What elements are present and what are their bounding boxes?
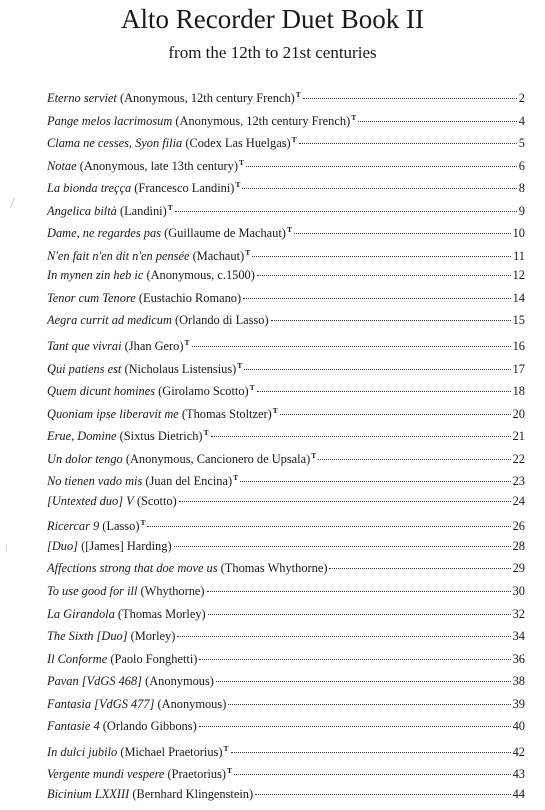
- toc-entry: [47, 357, 525, 380]
- composer-info: (Lasso): [99, 519, 140, 534]
- composer-info: (Codex Las Huelgas): [182, 136, 291, 151]
- dot-leader: [255, 794, 510, 795]
- dot-leader: [243, 298, 511, 299]
- page-number: 38: [512, 674, 525, 689]
- toc-entry: [47, 785, 525, 808]
- toc-entry-text: [47, 537, 172, 555]
- toc-entry-text: [47, 266, 255, 284]
- piece-title: Qui patiens est: [47, 361, 122, 376]
- dot-leader: [329, 568, 510, 569]
- toc-entry-text: [47, 311, 269, 329]
- transcription-mark: T: [237, 360, 243, 370]
- toc-entry: [47, 605, 525, 628]
- transcription-mark: T: [272, 405, 278, 415]
- dot-leader: [244, 369, 510, 370]
- page-number: 26: [512, 519, 525, 534]
- transcription-mark: T: [235, 180, 241, 190]
- piece-title: Aegra currit ad medicum: [47, 313, 172, 328]
- toc-entry-text: [47, 109, 356, 130]
- toc-entry-text: [47, 176, 240, 197]
- transcription-mark: T: [140, 518, 146, 528]
- piece-title: Eterno serviet: [47, 91, 117, 105]
- dot-leader: [303, 98, 517, 99]
- page-number: 4: [518, 113, 525, 128]
- composer-info: (Anonymous, c.1500): [143, 268, 255, 283]
- composer-info: (Thomas Morley): [114, 606, 206, 621]
- page-number: 14: [512, 290, 525, 305]
- toc-entry-text: [47, 402, 278, 423]
- toc-entry-text: [47, 785, 253, 803]
- toc-entry: [47, 379, 525, 402]
- transcription-mark: T: [291, 135, 297, 145]
- toc-entry-text: [47, 762, 232, 783]
- piece-title: Clama ne cesses, Syon filia: [47, 136, 183, 151]
- toc-entry: [47, 672, 525, 695]
- dot-leader: [252, 256, 511, 257]
- toc-entry-text: [47, 199, 173, 220]
- piece-title: Fantasia [VdGS 477]: [47, 696, 155, 711]
- piece-title: Tant que vivrai: [47, 339, 122, 354]
- margin-mark: [6, 545, 7, 552]
- toc-entry: [47, 717, 525, 740]
- toc-entry: [47, 109, 525, 132]
- composer-info: (Jhan Gero): [121, 339, 184, 354]
- toc-entry: [47, 537, 525, 560]
- dot-leader: [280, 414, 511, 415]
- piece-title: [Untexted duo] V: [47, 493, 134, 508]
- transcription-mark: T: [295, 90, 301, 99]
- dot-leader: [216, 681, 511, 682]
- page-number: 11: [513, 248, 525, 263]
- composer-info: ([James] Harding): [77, 538, 172, 553]
- toc-entry-text: [47, 86, 301, 107]
- transcription-mark: T: [203, 428, 209, 438]
- composer-info: (Nicholaus Listensius): [121, 361, 237, 376]
- toc-entry-text: [47, 605, 206, 623]
- piece-title: Vergente mundi vespere: [47, 767, 165, 782]
- dot-leader: [358, 121, 517, 122]
- page-number: 34: [512, 629, 525, 644]
- transcription-mark: T: [249, 383, 255, 393]
- piece-title: Erue, Domine: [47, 429, 117, 444]
- transcription-mark: T: [286, 225, 292, 235]
- piece-title: Il Conforme: [47, 651, 108, 666]
- toc-entry-text: [47, 357, 242, 378]
- dot-leader: [299, 143, 517, 144]
- table-of-contents: [47, 86, 525, 808]
- piece-title: [Duo]: [47, 538, 78, 553]
- transcription-mark: T: [227, 766, 233, 776]
- toc-entry: [47, 447, 525, 470]
- transcription-mark: T: [233, 473, 239, 483]
- toc-entry: [47, 176, 525, 199]
- dot-leader: [211, 436, 511, 437]
- composer-info: (Morley): [127, 629, 176, 644]
- composer-info: (Anonymous, 12th century French): [116, 91, 295, 105]
- page-number: 43: [512, 767, 525, 782]
- toc-entry-text: [47, 334, 190, 355]
- composer-info: (Eustachio Romano): [135, 290, 242, 305]
- transcription-mark: T: [245, 247, 251, 257]
- toc-entry: [47, 469, 525, 492]
- piece-title: Tenor cum Tenore: [47, 290, 136, 305]
- composer-info: (Praetorius): [164, 767, 227, 782]
- piece-title: Notae: [47, 158, 77, 173]
- toc-entry: [47, 762, 525, 785]
- dot-leader: [257, 391, 511, 392]
- dot-leader: [207, 591, 511, 592]
- piece-title: Bicinium LXXIII: [47, 786, 130, 801]
- dot-leader: [175, 211, 517, 212]
- page-number: 12: [512, 268, 525, 283]
- piece-title: Pavan [VdGS 468]: [47, 674, 142, 689]
- dot-leader: [318, 459, 510, 460]
- page-subtitle: from the 12th to 21st centuries: [168, 43, 377, 62]
- toc-entry-text: [47, 244, 250, 265]
- composer-info: (Sixtus Dietrich): [116, 429, 203, 444]
- piece-title: Quoniam ipse liberavit me: [47, 406, 179, 421]
- toc-entry-text: [47, 289, 241, 307]
- page-number: 15: [512, 313, 525, 328]
- piece-title: Pange melos lacrimosum: [47, 113, 173, 128]
- piece-title: In dulci jubilo: [47, 744, 118, 759]
- piece-title: Affections strong that doe move us: [47, 561, 218, 576]
- toc-entry: [47, 492, 525, 515]
- toc-entry-text: [47, 469, 238, 490]
- piece-title: Fantasie 4: [47, 719, 100, 734]
- composer-info: (Bernhard Klingenstein): [129, 786, 254, 801]
- transcription-mark: T: [311, 450, 317, 460]
- page-title: Alto Recorder Duet Book II: [121, 4, 424, 34]
- toc-entry-text: [47, 650, 197, 668]
- page-number: 29: [512, 561, 525, 576]
- page-number: 5: [518, 136, 525, 151]
- dot-leader: [174, 546, 511, 547]
- toc-entry-text: [47, 627, 175, 645]
- dot-leader: [231, 752, 511, 753]
- margin-mark: [10, 197, 15, 208]
- dot-leader: [177, 636, 510, 637]
- composer-info: (Girolamo Scotto): [155, 384, 249, 399]
- piece-title: Ricercar 9: [47, 519, 100, 534]
- composer-info: (Anonymous): [154, 696, 227, 711]
- toc-entry: [47, 740, 525, 763]
- dot-leader: [228, 704, 510, 705]
- toc-entry: [47, 131, 525, 154]
- toc-entry-text: [47, 221, 292, 242]
- page-number: 42: [512, 744, 525, 759]
- dot-leader: [234, 774, 511, 775]
- composer-info: (Paolo Fonghetti): [107, 651, 198, 666]
- toc-entry-text: [47, 559, 327, 577]
- toc-entry-text: [47, 379, 255, 400]
- composer-info: (Whythorne): [137, 584, 205, 599]
- piece-title: No tienen vado mis: [47, 474, 143, 489]
- page-number: 28: [512, 538, 525, 553]
- toc-entry-text: [47, 672, 214, 690]
- piece-title: Quem dicunt homines: [47, 384, 156, 399]
- toc-entry: [47, 154, 525, 177]
- page-number: 36: [512, 651, 525, 666]
- toc-entry: [47, 311, 525, 334]
- toc-entry-text: [47, 582, 205, 600]
- page-number: 44: [512, 786, 525, 801]
- composer-info: (Thomas Stoltzer): [178, 406, 272, 421]
- composer-info: (Landini): [116, 203, 167, 218]
- piece-title: Angelica biltà: [47, 203, 117, 218]
- toc-entry: [47, 289, 525, 312]
- dot-leader: [257, 275, 511, 276]
- transcription-mark: T: [167, 202, 173, 212]
- piece-title: La Girandola: [47, 606, 115, 621]
- piece-title: The Sixth [Duo]: [47, 629, 128, 644]
- toc-entry-text: [47, 447, 316, 468]
- transcription-mark: T: [184, 338, 190, 348]
- toc-entry: [47, 221, 525, 244]
- dot-leader: [199, 659, 510, 660]
- page-number: 21: [512, 429, 525, 444]
- toc-entry: [47, 424, 525, 447]
- piece-title: N'en fait n'en dit n'en pensée: [47, 248, 190, 263]
- toc-entry: [47, 86, 525, 109]
- piece-title: La bionda treçça: [47, 181, 132, 196]
- composer-info: (Juan del Encina): [142, 474, 233, 489]
- composer-info: (Anonymous, late 13th century): [76, 158, 238, 173]
- toc-entry-text: [47, 131, 297, 152]
- composer-info: (Thomas Whythorne): [217, 561, 328, 576]
- piece-title: Un dolor tengo: [47, 451, 123, 466]
- composer-info: (Scotto): [133, 493, 177, 508]
- page-number: 30: [512, 584, 525, 599]
- toc-entry-text: [47, 424, 209, 445]
- page-number: 24: [512, 493, 525, 508]
- page-number: 9: [518, 203, 525, 218]
- toc-entry-text: [47, 740, 229, 761]
- dot-leader: [271, 320, 511, 321]
- page-number: 23: [512, 474, 525, 489]
- composer-info: (Michael Praetorius): [117, 744, 223, 759]
- toc-entry: [47, 199, 525, 222]
- dot-leader: [242, 188, 516, 189]
- composer-info: (Francesco Landini): [131, 181, 235, 196]
- composer-info: (Machaut): [189, 248, 245, 263]
- toc-entry-text: [47, 514, 145, 535]
- dot-leader: [208, 614, 511, 615]
- composer-info: (Orlando di Lasso): [171, 313, 269, 328]
- dot-leader: [294, 233, 511, 234]
- page-number: 20: [512, 406, 525, 421]
- page-number: 39: [512, 696, 525, 711]
- toc-entry: [47, 559, 525, 582]
- piece-title: Dame, ne regardes pas: [47, 226, 162, 241]
- toc-entry: [47, 514, 525, 537]
- transcription-mark: T: [351, 112, 357, 122]
- page-number: 8: [518, 181, 525, 196]
- piece-title: To use good for ill: [47, 584, 138, 599]
- toc-entry-text: [47, 492, 177, 510]
- transcription-mark: T: [239, 157, 245, 167]
- toc-entry: [47, 695, 525, 718]
- dot-leader: [246, 166, 517, 167]
- toc-entry: [47, 334, 525, 357]
- composer-info: (Anonymous, Cancionero de Upsala): [122, 451, 311, 466]
- page-number: 32: [512, 606, 525, 621]
- toc-entry: [47, 244, 525, 267]
- composer-info: (Orlando Gibbons): [99, 719, 197, 734]
- toc-entry: [47, 582, 525, 605]
- dot-leader: [199, 726, 511, 727]
- dot-leader: [179, 501, 511, 502]
- page-number: 17: [512, 361, 525, 376]
- page-number: 10: [512, 226, 525, 241]
- dot-leader: [147, 526, 510, 527]
- piece-title: In mynen zin heb ic: [47, 268, 144, 283]
- dot-leader: [192, 346, 511, 347]
- transcription-mark: T: [223, 743, 229, 753]
- toc-entry: [47, 650, 525, 673]
- page-number: 6: [518, 158, 525, 173]
- dot-leader: [240, 481, 510, 482]
- composer-info: (Anonymous): [142, 674, 214, 689]
- toc-entry-text: [47, 695, 226, 713]
- page-number: 18: [512, 384, 525, 399]
- page-number: 40: [512, 719, 525, 734]
- page-number: 16: [512, 339, 525, 354]
- toc-entry: [47, 402, 525, 425]
- composer-info: (Anonymous, 12th century French): [172, 113, 351, 128]
- composer-info: (Guillaume de Machaut): [161, 226, 286, 241]
- page-number: 2: [518, 91, 525, 105]
- page-number: 22: [512, 451, 525, 466]
- toc-entry-text: [47, 717, 197, 735]
- toc-entry: [47, 627, 525, 650]
- toc-entry: [47, 266, 525, 289]
- toc-entry-text: [47, 154, 244, 175]
